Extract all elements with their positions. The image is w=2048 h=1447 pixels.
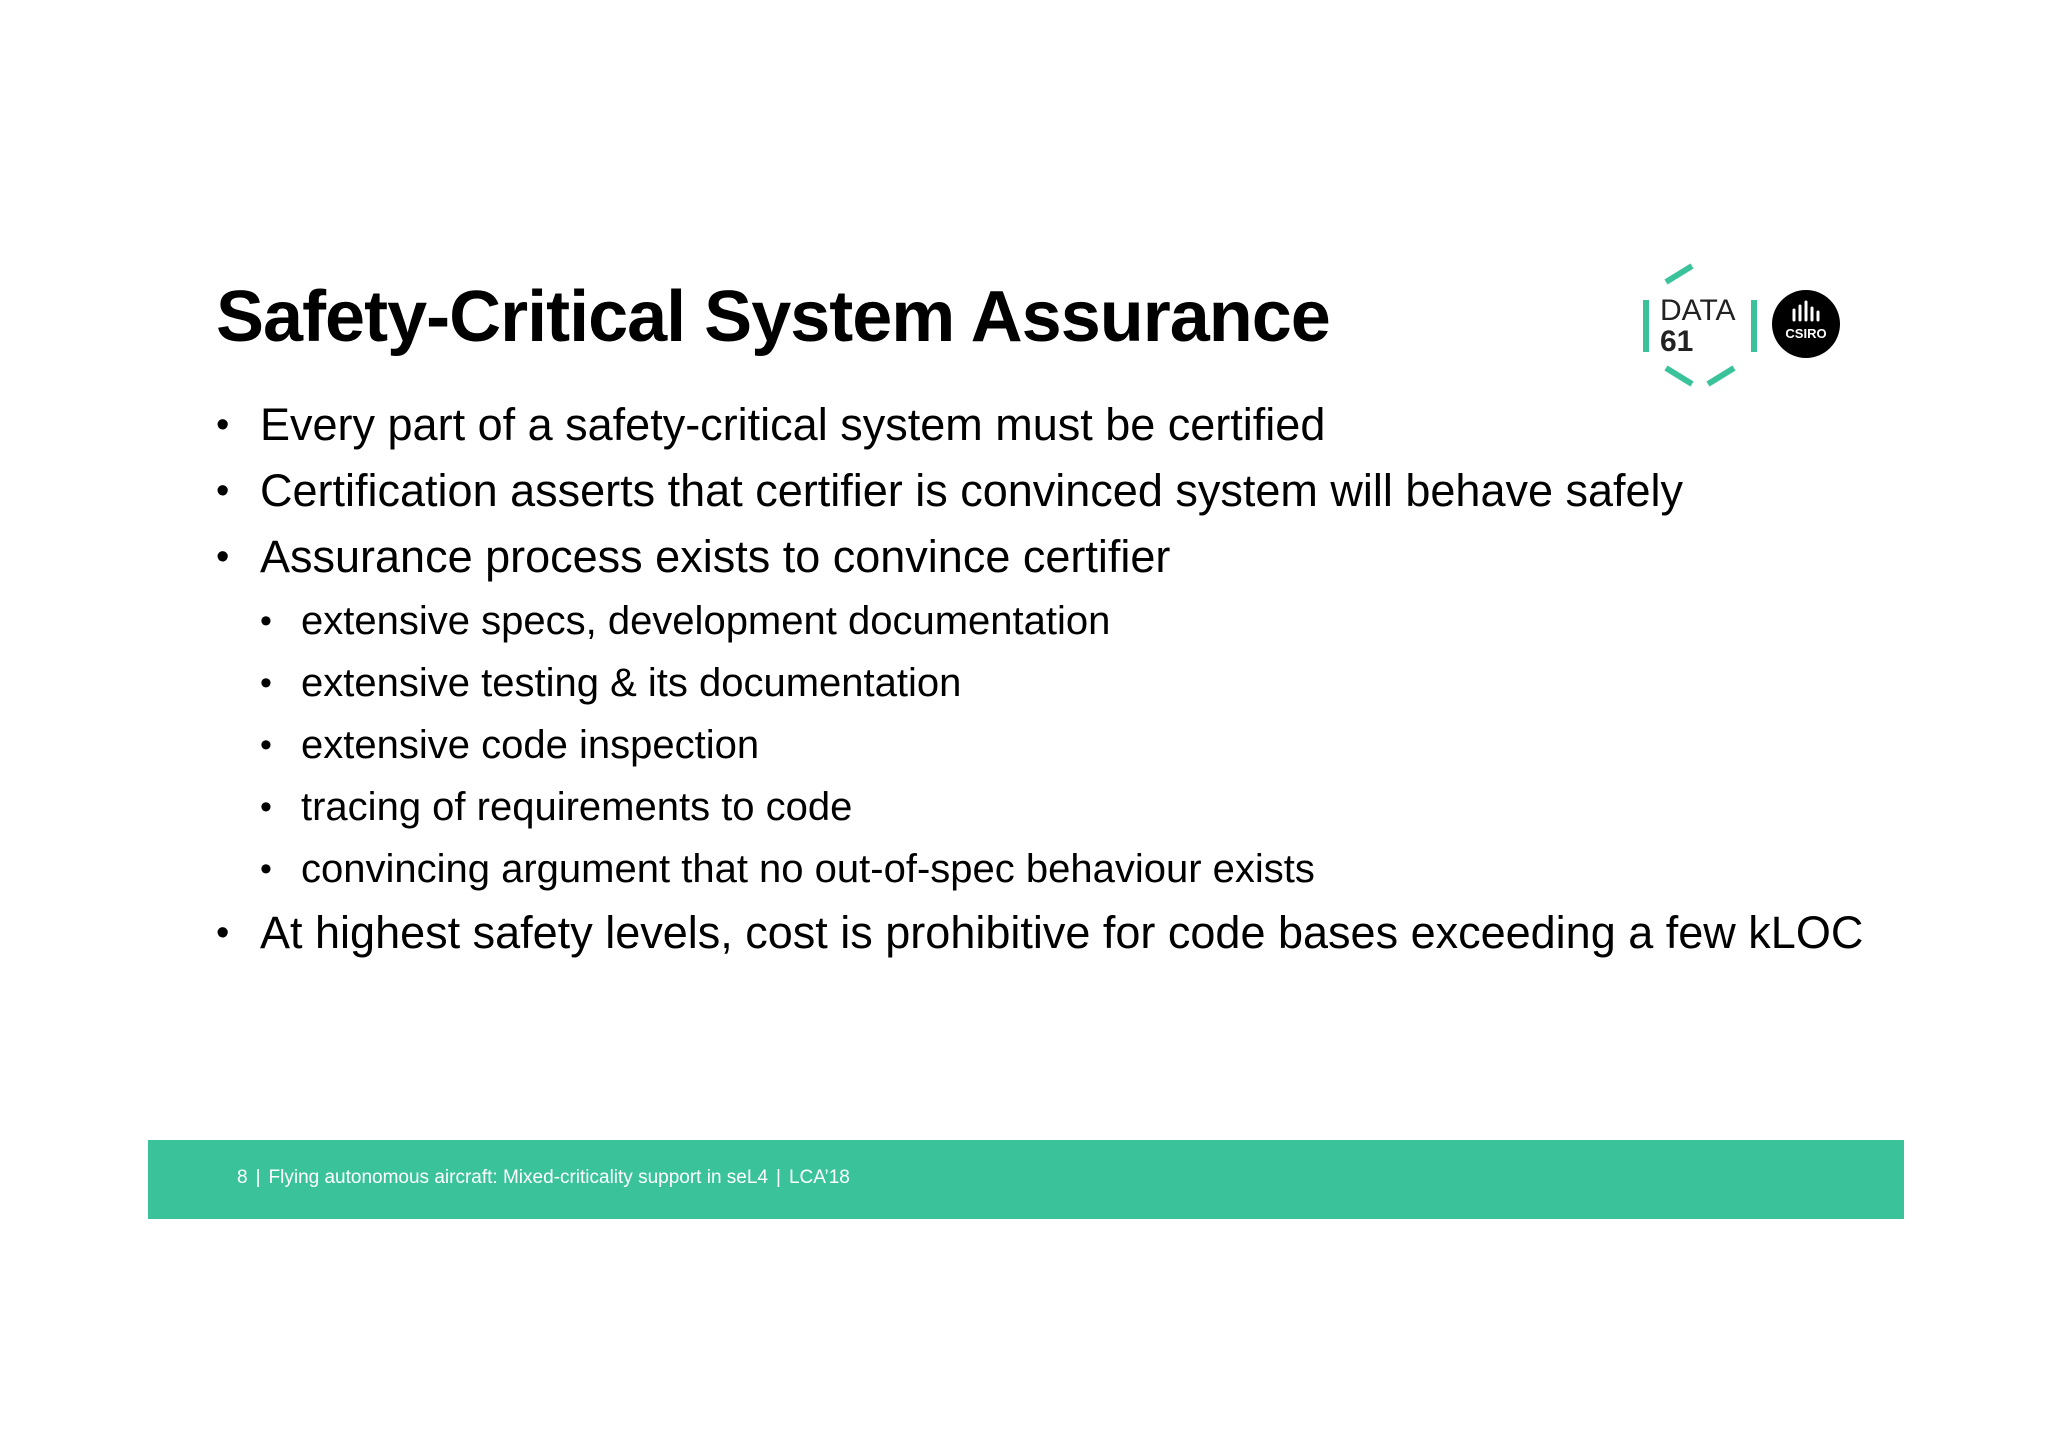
- sub-bullet-item: [216, 714, 1916, 776]
- sub-bullet-glyph: •: [260, 602, 272, 640]
- sub-bullet-text: convincing argument that no out-of-spec behaviour exists: [301, 847, 1315, 891]
- bullet-glyph: •: [216, 470, 230, 512]
- data61-logo-line2: 61: [1660, 325, 1694, 358]
- footer-text: [237, 1167, 850, 1189]
- sub-bullet-text: extensive code inspection: [301, 723, 760, 767]
- sub-bullet-text: tracing of requirements to code: [301, 785, 853, 829]
- bullet-item: [216, 392, 1916, 458]
- data61-logo: [1636, 260, 1764, 388]
- bullet-glyph: •: [216, 404, 230, 446]
- bullet-text: At highest safety levels, cost is prohibitive for code bases exceeding a few kLOC: [260, 907, 1864, 958]
- csiro-logo-text: CSIRO: [1785, 326, 1827, 341]
- bullet-glyph: •: [216, 536, 230, 578]
- page-number: 8: [237, 1167, 248, 1188]
- bullet-text: Certification asserts that certifier is convinced system will behave safely: [260, 465, 1684, 516]
- data61-logo-line1: DATA: [1660, 294, 1736, 327]
- sub-bullet-glyph: •: [260, 664, 272, 702]
- footer-separator: |: [776, 1167, 781, 1188]
- talk-title: Flying autonomous aircraft: Mixed-criticality support in seL4: [268, 1167, 768, 1188]
- sub-bullet-text: extensive specs, development documentation: [301, 599, 1111, 643]
- sub-bullet-item: [216, 838, 1916, 900]
- slide-title: Safety-Critical System Assurance: [216, 277, 1330, 357]
- sub-bullet-item: [216, 776, 1916, 838]
- sub-bullet-text: extensive testing & its documentation: [301, 661, 962, 705]
- bullet-glyph: •: [216, 912, 230, 954]
- bullet-item: [216, 458, 1916, 524]
- bullet-list: [216, 392, 1916, 966]
- bullet-text: Assurance process exists to convince certifier: [260, 531, 1171, 582]
- sub-bullet-glyph: •: [260, 788, 272, 826]
- sub-bullet-item: [216, 590, 1916, 652]
- csiro-logo: [1772, 290, 1840, 358]
- sub-bullet-glyph: •: [260, 726, 272, 764]
- bullet-item: [216, 524, 1916, 590]
- sub-bullet-item: [216, 652, 1916, 714]
- event-name: LCA’18: [788, 1167, 850, 1188]
- footer-separator: |: [255, 1167, 261, 1188]
- bullet-item: [216, 900, 1916, 966]
- sub-bullet-glyph: •: [260, 850, 272, 888]
- bullet-text: Every part of a safety-critical system must be certified: [260, 399, 1326, 450]
